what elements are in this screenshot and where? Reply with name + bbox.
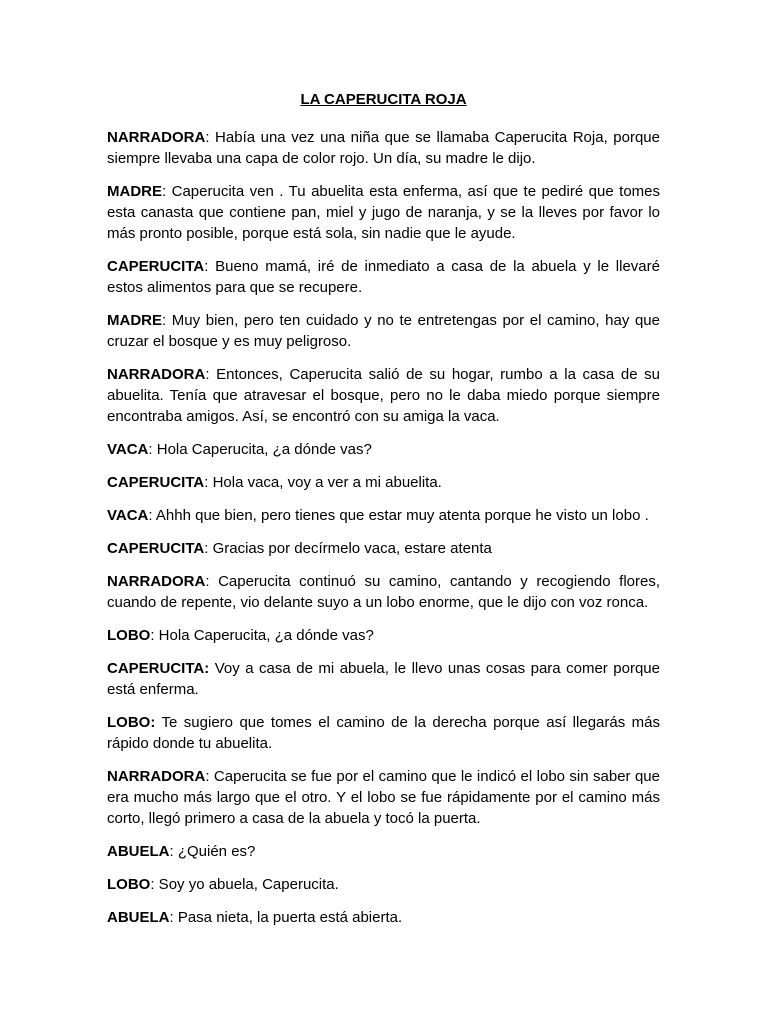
speaker-separator: : [204,540,209,557]
dialogue-paragraph [107,841,660,862]
speaker-separator: : [205,366,210,383]
speaker-separator: : [205,573,210,590]
dialogue-paragraph [107,181,660,244]
dialogue-paragraph [107,538,660,559]
speaker-separator: : [205,129,210,146]
dialogue-text: ¿Quién es? [173,843,256,860]
dialogue-paragraph [107,766,660,829]
dialogue-text: Soy yo abuela, Caperucita. [154,876,339,893]
dialogue-paragraph [107,364,660,427]
speaker-separator: : [150,627,155,644]
speaker-separator: : [150,876,155,893]
dialogue-paragraph [107,712,660,754]
speaker-name: NARRADORA [107,768,206,785]
dialogue-paragraph [107,439,660,460]
speaker-name: MADRE [107,312,162,329]
speaker-name: VACA [107,507,149,524]
speaker-name: MADRE [107,183,162,200]
speaker-name: VACA [107,441,149,458]
speaker-separator: : [204,258,209,275]
speaker-separator: : [148,441,153,458]
dialogue-paragraph [107,256,660,298]
dialogue-paragraph [107,310,660,352]
speaker-separator: : [169,843,174,860]
speaker-name: NARRADORA [107,366,206,383]
dialogue-paragraph [107,472,660,493]
dialogue-text: Ahhh que bien, pero tienes que estar muy atenta porque he visto un lobo . [152,507,649,524]
dialogue-text: Hola Caperucita, ¿a dónde vas? [152,441,372,458]
dialogue-text: Voy a casa de mi abuela, le llevo unas cosas para comer porque está enferma. [107,660,660,698]
speaker-separator: : [162,183,167,200]
dialogue-paragraph [107,874,660,895]
speaker-separator: : [204,474,209,491]
dialogue-text: Hola Caperucita, ¿a dónde vas? [154,627,374,644]
dialogue-paragraph [107,571,660,613]
dialogue-text: Te sugiero que tomes el camino de la derecha porque así llegarás más rápido donde tu abuelita. [107,714,660,752]
dialogue-text: Muy bien, pero ten cuidado y no te entretengas por el camino, hay que cruzar el bosque y es muy peligroso. [107,312,660,350]
dialogue-text: Había una vez una niña que se llamaba Caperucita Roja, porque siempre llevaba una capa de color rojo. Un día, su madre le dijo. [107,129,660,167]
speaker-name: NARRADORA [107,573,206,590]
speaker-name: NARRADORA [107,129,206,146]
speaker-name: CAPERUCITA: [107,660,210,677]
dialogue-text: Caperucita continuó su camino, cantando y recogiendo flores, cuando de repente, vio delante suyo a un lobo enorme, que le dijo con voz ronca. [107,573,660,611]
dialogue-text: Gracias por decírmelo vaca, estare atenta [208,540,492,557]
dialogue-paragraph [107,658,660,700]
speaker-name: CAPERUCITA [107,258,205,275]
dialogue-text: Hola vaca, voy a ver a mi abuelita. [208,474,442,491]
speaker-name: LOBO [107,876,151,893]
dialogue-text: Entonces, Caperucita salió de su hogar, rumbo a la casa de su abuelita. Tenía que atravesar el bosque, pero no le daba miedo porque siempre encontraba amigos. Así, se encontró con su amiga la vaca. [107,366,660,425]
speaker-name: CAPERUCITA [107,474,205,491]
dialogue-text: Caperucita ven . Tu abuelita esta enferma, así que te pediré que tomes esta canasta que contiene pan, miel y jugo de naranja, y se la lleves por favor lo más pronto posible, porque está sola, sin nadie que le ayude. [107,183,660,242]
dialogue-paragraph [107,625,660,646]
speaker-separator: : [148,507,153,524]
dialogue-text: Bueno mamá, iré de inmediato a casa de la abuela y le llevaré estos alimentos para que se recupere. [107,258,660,296]
speaker-name: LOBO: [107,714,156,731]
document-title: LA CAPERUCITA ROJA [300,91,467,108]
speaker-name: CAPERUCITA [107,540,205,557]
speaker-separator: : [162,312,167,329]
speaker-separator: : [205,768,210,785]
dialogue-paragraph [107,907,660,928]
dialogue-paragraph [107,127,660,169]
speaker-name: ABUELA [107,909,170,926]
dialogue-paragraph [107,505,660,526]
speaker-name: ABUELA [107,843,170,860]
speaker-name: LOBO [107,627,151,644]
dialogue-text: Caperucita se fue por el camino que le indicó el lobo sin saber que era mucho más largo que el otro. Y el lobo se fue rápidamente por el camino más corto, llegó primero a casa de la abuela y tocó la puerta. [107,768,660,827]
dialogue-text: Pasa nieta, la puerta está abierta. [173,909,403,926]
speaker-separator: : [169,909,174,926]
